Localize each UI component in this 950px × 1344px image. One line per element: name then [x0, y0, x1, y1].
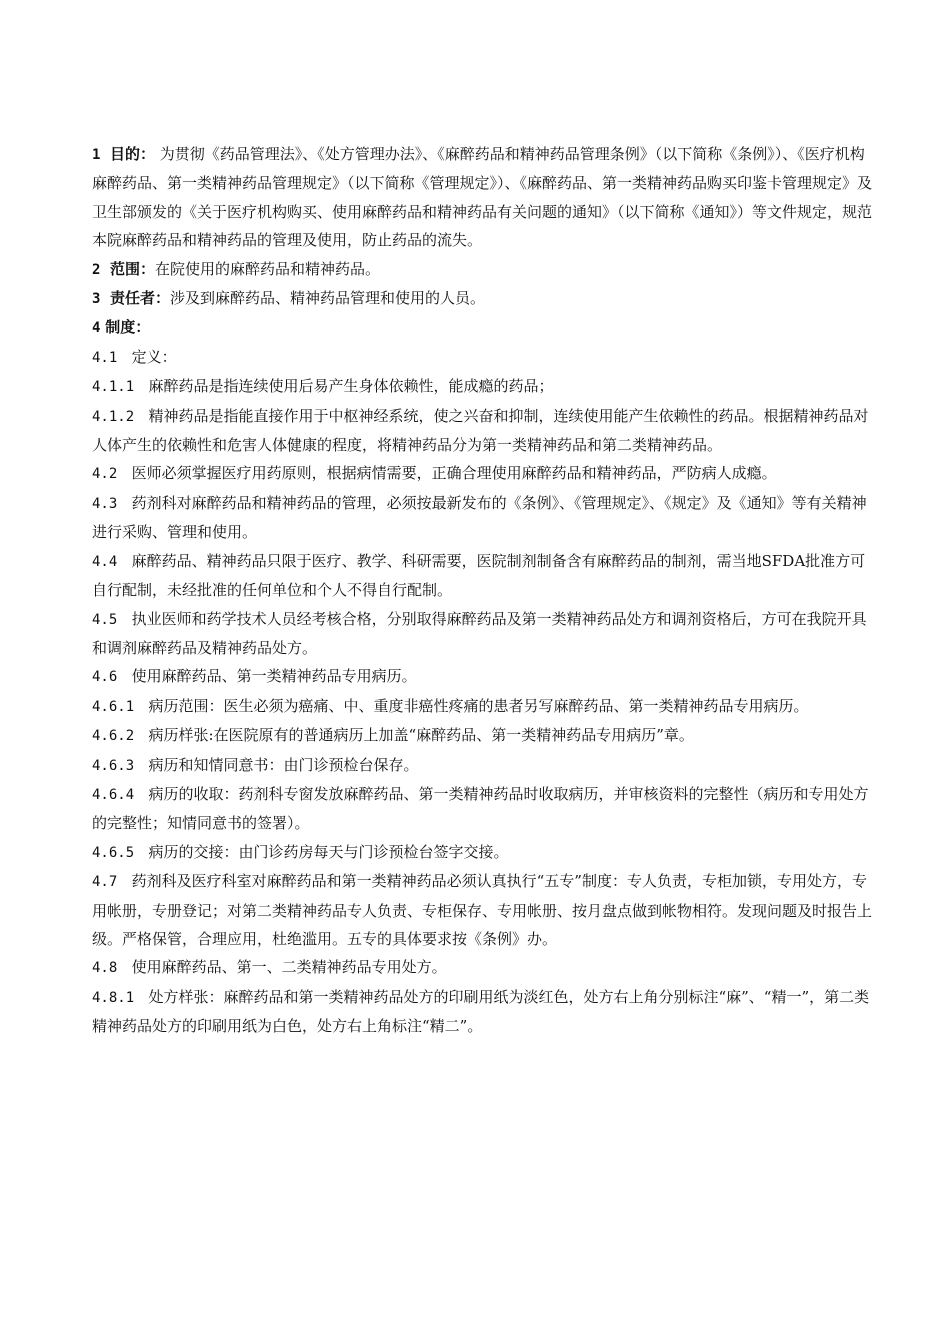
clause-4-2 — [92, 459, 872, 488]
clause-4-6-3 — [92, 751, 872, 780]
clause-text: 麻醉药品是指连续使用后易产生身体依赖性，能成瘾的药品； — [148, 377, 554, 396]
clause-text: 医师必须掌握医疗用药原则，根据病情需要，正确合理使用麻醉药品和精神药品，严防病人成瘾。 — [131, 464, 777, 483]
clause-number: 4.1.2 — [92, 408, 135, 425]
clause-text: 药剂科对麻醉药品和精神药品的管理，必须按最新发布的《条例》、《管理规定》、《规定》及《通知》等有关精神进行采购、管理和使用。 — [92, 493, 867, 542]
clause-number: 4.1.1 — [92, 379, 135, 396]
section-4-rules — [92, 313, 872, 342]
clause-4-1 — [92, 343, 872, 372]
clause-4-4 — [92, 547, 872, 605]
section-number: 2 — [92, 261, 101, 278]
section-number: 1 — [92, 147, 101, 163]
clause-number: 4.5 — [92, 611, 118, 628]
clause-4-6 — [92, 662, 872, 691]
section-label: 范围： — [109, 259, 155, 278]
clause-4-6-2 — [92, 721, 872, 750]
clause-number: 4.3 — [92, 495, 118, 512]
section-label: 责任者： — [109, 289, 170, 308]
clause-text: 使用麻醉药品、第一类精神药品专用病历。 — [131, 667, 417, 686]
clause-number: 4.6.2 — [92, 728, 135, 745]
clause-text: 病历的交接：由门诊药房每天与门诊预检台签字交接。 — [148, 842, 509, 861]
clause-4-6-4 — [92, 780, 872, 838]
clause-text: 病历的收取：药剂科专窗发放麻醉药品、第一类精神药品时收取病历，并审核资料的完整性（病历和专用处方的完整性；知情同意书的签署）。 — [92, 784, 869, 833]
clause-text: 麻醉药品、精神药品只限于医疗、教学、科研需要，医院制剂制备含有麻醉药品的制剂，需当地SFDA批准方可自行配制，未经批准的任何单位和个人不得自行配制。 — [92, 551, 866, 600]
clause-text: 病历样张:在医院原有的普通病历上加盖“麻醉药品、第一类精神药品专用病历”章。 — [148, 726, 694, 745]
clause-text: 使用麻醉药品、第一、二类精神药品专用处方。 — [131, 958, 447, 977]
clause-number: 4.1 — [92, 349, 118, 366]
section-label: 制度： — [105, 318, 151, 337]
document-body — [92, 140, 872, 1041]
section-text: 涉及到麻醉药品、精神药品管理和使用的人员。 — [170, 289, 486, 308]
section-2-scope — [92, 255, 872, 284]
clause-text: 药剂科及医疗科室对麻醉药品和第一类精神药品必须认真执行“五专”制度：专人负责，专柜加锁，专用处方，专用帐册，专册登记；对第二类精神药品专人负责、专柜保存、专用帐册、按月盘点做到帐物相符。发现问题及时报告上级。严格保管，合理应用，杜绝滥用。五专的具体要求按《条例》办。 — [92, 872, 873, 948]
section-number: 4 — [92, 320, 101, 337]
section-text: 为贯彻《药品管理法》、《处方管理办法》、《麻醉药品和精神药品管理条例》（以下简称《条例》）、《医疗机构麻醉药品、第一类精神药品管理规定》（以下简称《管理规定》）、《麻醉药品、第一类精神药品购买印鉴卡管理规定》及卫生部颁发的《关于医疗机构购买、使用麻醉药品和精神药品有关问题的通知》（以下简称《通知》）等文件规定，规范本院麻醉药品和精神药品的管理及使用，防止药品的流失。 — [92, 145, 873, 250]
clause-number: 4.6.5 — [92, 844, 135, 861]
clause-4-8-1 — [92, 983, 872, 1041]
clause-4-6-5 — [92, 838, 872, 867]
clause-4-8 — [92, 953, 872, 982]
clause-4-1-1 — [92, 372, 872, 401]
clause-number: 4.6.1 — [92, 698, 135, 715]
clause-number: 4.4 — [92, 553, 118, 570]
clause-text: 病历和知情同意书：由门诊预检台保存。 — [148, 755, 419, 774]
clause-number: 4.8 — [92, 960, 118, 977]
clause-text: 执业医师和药学技术人员经考核合格，分别取得麻醉药品及第一类精神药品处方和调剂资格后，方可在我院开具和调剂麻醉药品及精神药品处方。 — [92, 609, 867, 657]
clause-4-6-1 — [92, 692, 872, 721]
section-label: 目的： — [109, 145, 155, 163]
clause-number: 4.6.4 — [92, 786, 135, 803]
clause-4-1-2 — [92, 402, 872, 460]
clause-4-3 — [92, 489, 872, 547]
clause-text: 处方样张：麻醉药品和第一类精神药品处方的印刷用纸为淡红色，处方右上角分别标注“麻”、“精一”，第二类精神药品处方的印刷用纸为白色，处方右上角标注“精二”。 — [92, 987, 870, 1036]
section-number: 3 — [92, 291, 101, 308]
clause-text: 精神药品是指能直接作用于中枢神经系统，使之兴奋和抑制，连续使用能产生依赖性的药品。根据精神药品对人体产生的依赖性和危害人体健康的程度，将精神药品分为第一类精神药品和第二类精神药品。 — [92, 406, 869, 455]
clause-4-7 — [92, 867, 872, 953]
clause-4-5 — [92, 605, 872, 663]
clause-text: 定义： — [131, 347, 177, 366]
section-text: 在院使用的麻醉药品和精神药品。 — [155, 259, 381, 278]
clause-number: 4.6.3 — [92, 757, 135, 774]
section-3-responsible — [92, 284, 872, 313]
clause-number: 4.6 — [92, 669, 118, 686]
clause-number: 4.2 — [92, 466, 118, 483]
clause-number: 4.7 — [92, 874, 118, 891]
clause-text: 病历范围：医生必须为癌痛、中、重度非癌性疼痛的患者另写麻醉药品、第一类精神药品专用病历。 — [148, 696, 809, 715]
section-1-purpose — [92, 140, 872, 255]
clause-number: 4.8.1 — [92, 989, 135, 1006]
